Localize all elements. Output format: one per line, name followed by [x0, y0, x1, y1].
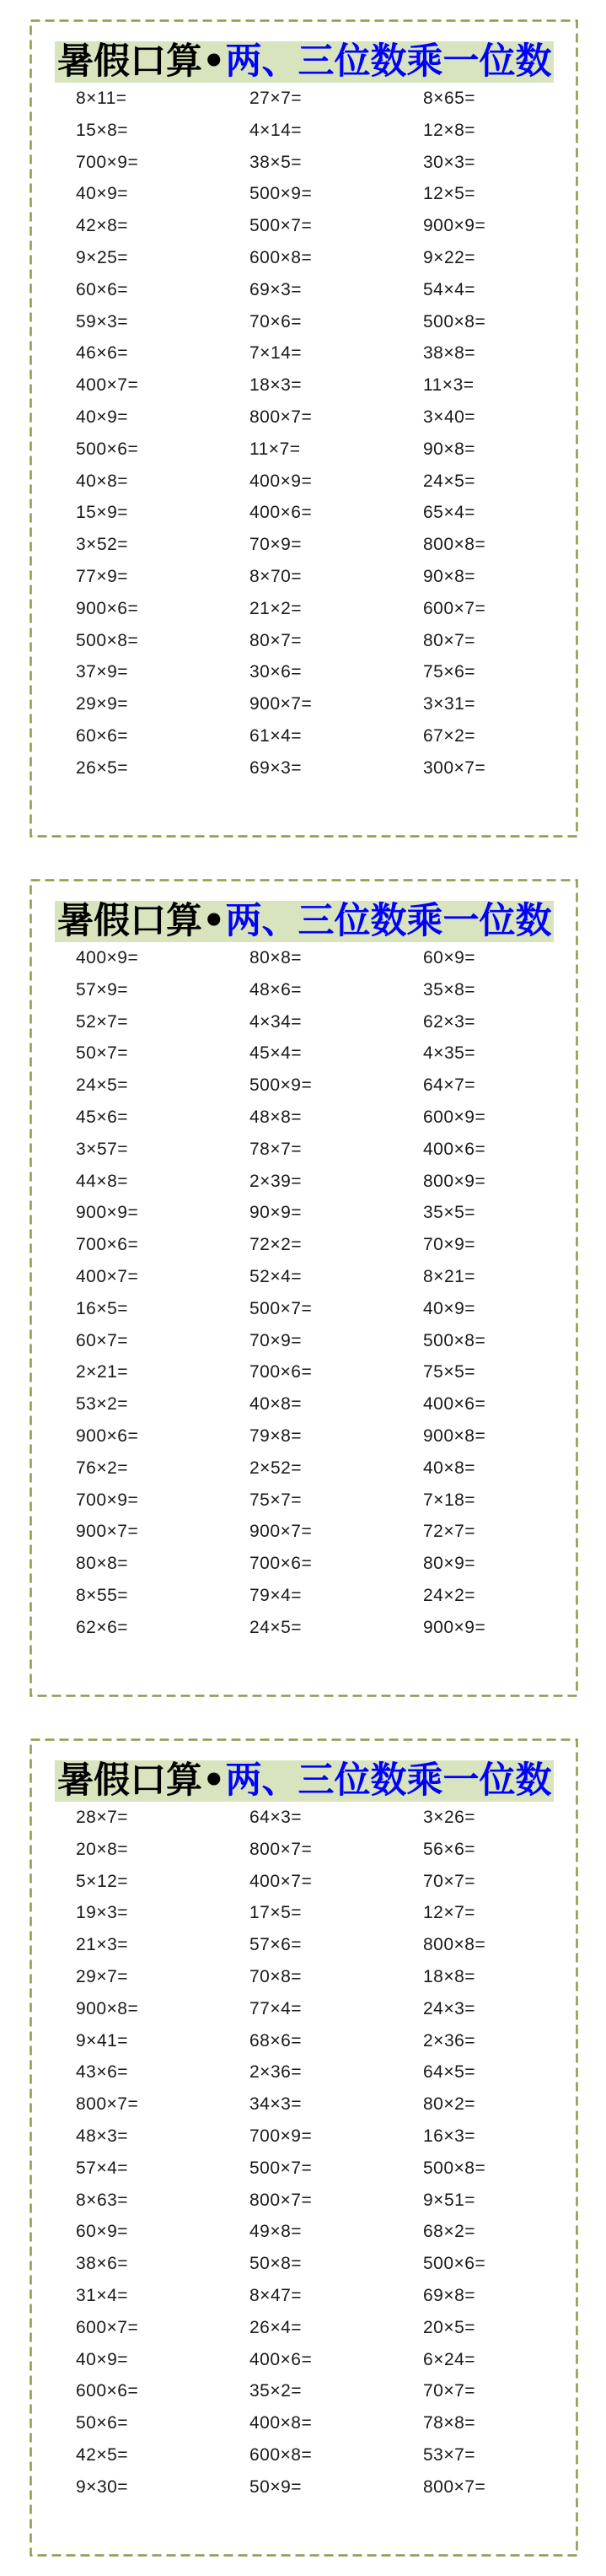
problem: 38×8=	[423, 343, 476, 364]
problem-row	[76, 1961, 550, 1993]
problem: 21×2=	[249, 598, 303, 618]
problem-row	[76, 115, 550, 147]
problem-row	[76, 1485, 550, 1517]
problem-row	[76, 1580, 550, 1612]
problem: 9×22=	[423, 247, 476, 267]
problem: 500×6=	[423, 2254, 486, 2274]
problem: 600×6=	[76, 2381, 139, 2401]
problem: 700×6=	[249, 1554, 313, 1574]
problem: 44×8=	[76, 1171, 129, 1191]
problem: 54×4=	[423, 279, 476, 299]
problem-row	[76, 401, 550, 434]
problem: 400×8=	[249, 2413, 313, 2433]
problem: 3×40=	[423, 407, 476, 427]
problem: 70×8=	[249, 1966, 303, 1986]
problem: 3×57=	[76, 1139, 129, 1159]
problem-row	[76, 147, 550, 179]
problem: 700×9=	[76, 1490, 139, 1510]
problem: 12×8=	[423, 120, 476, 140]
problem: 26×4=	[249, 2317, 303, 2337]
problem-row	[76, 1388, 550, 1420]
problem: 600×7=	[423, 598, 486, 618]
problem: 500×7=	[249, 1298, 313, 1318]
problem: 15×8=	[76, 120, 129, 140]
problem: 35×2=	[249, 2381, 303, 2401]
problem: 79×4=	[249, 1585, 303, 1605]
problem: 52×4=	[249, 1266, 303, 1286]
problem: 78×8=	[423, 2413, 476, 2433]
problem: 5×12=	[76, 1871, 129, 1891]
worksheet-title	[55, 1760, 554, 1802]
worksheet-2	[29, 879, 578, 1697]
problem-grid	[76, 1802, 550, 2503]
problem: 8×47=	[249, 2285, 303, 2305]
problem-row	[76, 2375, 550, 2407]
problem: 16×3=	[423, 2126, 476, 2146]
problem: 72×2=	[249, 1235, 303, 1255]
problem: 2×39=	[249, 1171, 303, 1191]
problem: 800×7=	[423, 2476, 486, 2497]
problem: 48×8=	[249, 1107, 303, 1127]
problem: 68×2=	[423, 2222, 476, 2242]
problem-row	[76, 434, 550, 466]
problem-row	[76, 497, 550, 529]
problem: 75×6=	[423, 662, 476, 682]
problem: 40×8=	[76, 471, 129, 491]
problem: 60×6=	[76, 725, 129, 746]
problem-row	[76, 1612, 550, 1644]
problem: 77×9=	[76, 566, 129, 586]
problem: 70×6=	[249, 311, 303, 331]
problem: 2×36=	[249, 2062, 303, 2083]
problem: 500×8=	[76, 630, 139, 650]
problem: 300×7=	[423, 757, 486, 778]
problem-row	[76, 1166, 550, 1198]
problem: 40×8=	[249, 1394, 303, 1415]
problem-row	[76, 561, 550, 593]
problem: 900×7=	[249, 694, 313, 714]
title-topic: 两、三位数乘一位数	[225, 900, 552, 942]
problem: 8×65=	[423, 89, 476, 108]
problem: 24×2=	[423, 1585, 476, 1605]
problem-row	[76, 2185, 550, 2217]
problem: 800×7=	[249, 407, 313, 427]
problem-row	[76, 1070, 550, 1102]
problem: 8×55=	[76, 1585, 129, 1605]
problem: 800×7=	[249, 1839, 313, 1859]
problem: 80×7=	[249, 630, 303, 650]
problem: 35×8=	[423, 979, 476, 1000]
problem: 77×4=	[249, 1998, 303, 2018]
problem: 70×9=	[249, 1330, 303, 1350]
problem: 50×9=	[249, 2476, 303, 2497]
problem: 40×9=	[76, 184, 129, 204]
problem: 3×26=	[423, 1808, 476, 1827]
problem: 4×35=	[423, 1043, 476, 1064]
problem: 50×8=	[249, 2254, 303, 2274]
problem: 21×3=	[76, 1935, 129, 1955]
problem: 8×70=	[249, 566, 303, 586]
problem: 900×9=	[423, 216, 486, 236]
problem: 18×8=	[423, 1966, 476, 1986]
problem: 26×5=	[76, 757, 129, 778]
problem: 16×5=	[76, 1298, 129, 1318]
problem-row	[76, 593, 550, 625]
problem: 68×6=	[249, 2030, 303, 2051]
problem-row	[76, 274, 550, 306]
problem: 400×6=	[423, 1394, 486, 1415]
problem: 400×9=	[249, 471, 313, 491]
problem: 400×7=	[76, 1266, 139, 1286]
problem: 600×9=	[423, 1107, 486, 1127]
problem: 64×5=	[423, 2062, 476, 2083]
problem: 500×6=	[76, 439, 139, 459]
problem: 67×2=	[423, 725, 476, 746]
problem: 27×7=	[249, 89, 303, 108]
problem: 72×7=	[423, 1522, 476, 1542]
worksheet-1	[29, 19, 578, 838]
problem: 400×6=	[423, 1139, 486, 1159]
problem: 40×8=	[423, 1458, 476, 1478]
problem: 53×7=	[423, 2444, 476, 2465]
problem: 31×4=	[76, 2285, 129, 2305]
problem: 57×4=	[76, 2158, 129, 2178]
problem-row	[76, 306, 550, 338]
problem-row	[76, 2407, 550, 2439]
problem: 69×8=	[423, 2285, 476, 2305]
problem: 12×7=	[423, 1903, 476, 1923]
problem-row	[76, 1293, 550, 1325]
problem: 900×6=	[76, 598, 139, 618]
problem: 62×3=	[423, 1011, 476, 1032]
problem-row	[76, 2216, 550, 2248]
problem-row	[76, 466, 550, 498]
problem-row	[76, 1006, 550, 1038]
worksheet-title	[55, 901, 554, 942]
problem-row	[76, 529, 550, 561]
problem-row	[76, 2439, 550, 2471]
problem: 60×7=	[76, 1330, 129, 1350]
problem-row	[76, 720, 550, 752]
problem-row	[76, 1102, 550, 1134]
problem: 40×9=	[423, 1298, 476, 1318]
problem: 18×3=	[249, 375, 303, 396]
problem: 400×7=	[249, 1871, 313, 1891]
problem: 3×31=	[423, 694, 476, 714]
problem: 61×4=	[249, 725, 303, 746]
problem: 70×9=	[249, 535, 303, 555]
problem: 900×9=	[423, 1617, 486, 1637]
problem: 37×9=	[76, 662, 129, 682]
problem-row	[76, 1229, 550, 1261]
problem: 79×8=	[249, 1425, 303, 1446]
problem: 800×7=	[76, 2094, 139, 2115]
problem: 43×6=	[76, 2062, 129, 2083]
problem: 76×2=	[76, 1458, 129, 1478]
problem: 800×7=	[249, 2190, 313, 2210]
problem-row	[76, 2088, 550, 2121]
problem: 24×3=	[423, 1998, 476, 2018]
problem: 8×11=	[76, 89, 127, 108]
title-topic: 两、三位数乘一位数	[225, 1760, 552, 1802]
problem: 69×3=	[249, 279, 303, 299]
problem: 48×3=	[76, 2126, 129, 2146]
worksheet-3	[29, 1738, 578, 2557]
problem: 11×3=	[423, 375, 475, 396]
problem-row	[76, 974, 550, 1006]
problem: 30×6=	[249, 662, 303, 682]
problem: 600×7=	[76, 2317, 139, 2337]
problem: 7×18=	[423, 1490, 476, 1510]
problem: 800×9=	[423, 1171, 486, 1191]
problem-row	[76, 2153, 550, 2185]
problem: 52×7=	[76, 1011, 129, 1032]
problem-row	[76, 337, 550, 369]
problem: 45×6=	[76, 1107, 129, 1127]
problem-row	[76, 942, 550, 974]
problem-row	[76, 1929, 550, 1961]
problem: 500×8=	[423, 1330, 486, 1350]
problem: 500×7=	[249, 2158, 313, 2178]
problem: 400×6=	[249, 2349, 313, 2369]
problem: 700×9=	[249, 2126, 313, 2146]
problem: 15×9=	[76, 503, 129, 523]
problem: 900×6=	[76, 1425, 139, 1446]
problem: 24×5=	[76, 1075, 129, 1096]
problem-row	[76, 2471, 550, 2503]
problem: 900×8=	[423, 1425, 486, 1446]
problem: 80×7=	[423, 630, 476, 650]
problem-row	[76, 688, 550, 720]
problem: 59×3=	[76, 311, 129, 331]
problem: 34×3=	[249, 2094, 303, 2115]
problem: 29×7=	[76, 1966, 129, 1986]
problem: 400×7=	[76, 375, 139, 396]
problem-grid	[76, 942, 550, 1644]
problem: 40×9=	[76, 407, 129, 427]
problem: 500×8=	[423, 2158, 486, 2178]
problem: 900×7=	[249, 1522, 313, 1542]
problem-row	[76, 1516, 550, 1548]
problem: 9×25=	[76, 247, 129, 267]
problem: 3×52=	[76, 535, 129, 555]
title-prefix: 暑假口算•	[57, 900, 226, 942]
problem: 46×6=	[76, 343, 129, 364]
problem-row	[76, 1548, 550, 1580]
problem-row	[76, 2025, 550, 2057]
problem: 57×6=	[249, 1935, 303, 1955]
problem: 900×8=	[76, 1998, 139, 2018]
problem: 64×3=	[249, 1808, 303, 1827]
problem-grid	[76, 83, 550, 784]
problem: 53×2=	[76, 1394, 129, 1415]
problem-row	[76, 369, 550, 401]
problem: 24×5=	[249, 1617, 303, 1637]
problem: 12×5=	[423, 184, 476, 204]
problem: 7×14=	[249, 343, 303, 364]
problem: 11×7=	[249, 439, 301, 459]
problem: 65×4=	[423, 503, 476, 523]
problem-row	[76, 2280, 550, 2312]
problem: 8×63=	[76, 2190, 129, 2210]
problem: 700×6=	[249, 1362, 313, 1382]
problem: 600×8=	[249, 2444, 313, 2465]
worksheet-title	[55, 41, 554, 83]
problem: 500×8=	[423, 311, 486, 331]
problem: 500×7=	[249, 216, 313, 236]
problem-row	[76, 210, 550, 242]
problem: 80×8=	[76, 1554, 129, 1574]
problem: 700×6=	[76, 1235, 139, 1255]
problem: 500×9=	[249, 1075, 313, 1096]
problem: 9×41=	[76, 2030, 129, 2051]
problem: 24×5=	[423, 471, 476, 491]
problem: 8×21=	[423, 1266, 476, 1286]
problem: 90×8=	[423, 566, 476, 586]
problem: 50×7=	[76, 1043, 129, 1064]
problem: 400×6=	[249, 503, 313, 523]
problem: 62×6=	[76, 1617, 129, 1637]
title-topic: 两、三位数乘一位数	[225, 40, 552, 83]
problem: 70×7=	[423, 2381, 476, 2401]
problem: 6×24=	[423, 2349, 476, 2369]
problem: 80×9=	[423, 1554, 476, 1574]
problem: 2×52=	[249, 1458, 303, 1478]
problem: 60×9=	[423, 948, 476, 967]
problem: 56×6=	[423, 1839, 476, 1859]
problem-row	[76, 2056, 550, 2088]
problem: 2×21=	[76, 1362, 129, 1382]
problem-row	[76, 2312, 550, 2344]
problem: 38×6=	[76, 2254, 129, 2274]
problem: 90×8=	[423, 439, 476, 459]
problem-row	[76, 1802, 550, 1834]
problem: 38×5=	[249, 152, 303, 172]
problem: 64×7=	[423, 1075, 476, 1096]
problem: 20×8=	[76, 1839, 129, 1859]
problem: 40×9=	[76, 2349, 129, 2369]
problem: 800×8=	[423, 1935, 486, 1955]
problem-row	[76, 242, 550, 274]
problem: 9×30=	[76, 2476, 129, 2497]
problem-row	[76, 2344, 550, 2376]
title-prefix: 暑假口算•	[57, 40, 226, 83]
problem: 78×7=	[249, 1139, 303, 1159]
problem: 69×3=	[249, 757, 303, 778]
problem-row	[76, 2121, 550, 2153]
problem: 400×9=	[76, 948, 139, 967]
problem: 17×5=	[249, 1903, 303, 1923]
problem: 70×9=	[423, 1235, 476, 1255]
problem: 600×8=	[249, 247, 313, 267]
problem: 800×8=	[423, 535, 486, 555]
problem-row	[76, 1866, 550, 1898]
problem-row	[76, 1261, 550, 1293]
problem-row	[76, 1993, 550, 2025]
problem: 2×36=	[423, 2030, 476, 2051]
problem: 29×9=	[76, 694, 129, 714]
problem-row	[76, 83, 550, 115]
problem: 4×34=	[249, 1011, 303, 1032]
problem-row	[76, 178, 550, 210]
problem-row	[76, 1834, 550, 1866]
problem: 48×6=	[249, 979, 303, 1000]
problem: 80×2=	[423, 2094, 476, 2115]
problem: 80×8=	[249, 948, 303, 967]
title-prefix: 暑假口算•	[57, 1760, 226, 1802]
problem: 900×9=	[76, 1203, 139, 1223]
problem-row	[76, 625, 550, 657]
problem: 19×3=	[76, 1903, 129, 1923]
problem-row	[76, 2248, 550, 2280]
problem-row	[76, 656, 550, 688]
problem-row	[76, 1037, 550, 1070]
problem: 9×51=	[423, 2190, 476, 2210]
problem-row	[76, 1134, 550, 1166]
problem: 42×8=	[76, 216, 129, 236]
problem: 28×7=	[76, 1808, 129, 1827]
problem: 900×7=	[76, 1522, 139, 1542]
problem: 500×9=	[249, 184, 313, 204]
problem: 60×9=	[76, 2222, 129, 2242]
problem: 50×6=	[76, 2413, 129, 2433]
problem: 45×4=	[249, 1043, 303, 1064]
problem: 30×3=	[423, 152, 476, 172]
problem: 70×7=	[423, 1871, 476, 1891]
problem-row	[76, 1420, 550, 1452]
problem: 35×5=	[423, 1203, 476, 1223]
problem: 75×7=	[249, 1490, 303, 1510]
problem-row	[76, 1197, 550, 1229]
problem: 57×9=	[76, 979, 129, 1000]
problem: 60×6=	[76, 279, 129, 299]
problem-row	[76, 1356, 550, 1388]
problem: 4×14=	[249, 120, 303, 140]
problem: 75×5=	[423, 1362, 476, 1382]
problem: 20×5=	[423, 2317, 476, 2337]
problem: 42×5=	[76, 2444, 129, 2465]
problem: 700×9=	[76, 152, 139, 172]
problem-row	[76, 752, 550, 784]
problem: 49×8=	[249, 2222, 303, 2242]
problem: 90×9=	[249, 1203, 303, 1223]
problem-row	[76, 1325, 550, 1357]
problem-row	[76, 1452, 550, 1485]
problem-row	[76, 1897, 550, 1929]
